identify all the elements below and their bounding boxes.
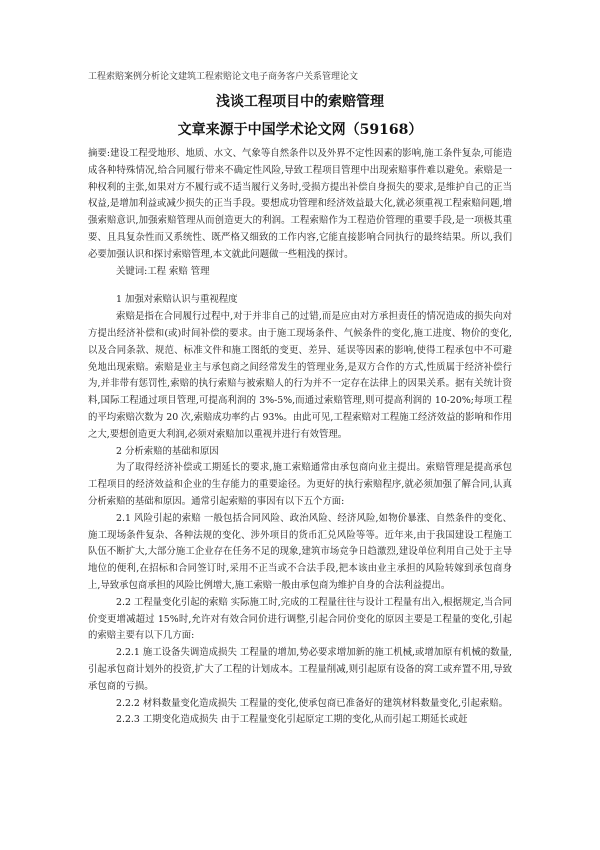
section-2-heading: 2 分析索赔的基础和原因 [116,445,219,457]
section-1-body: 索赔是指在合同履行过程中,对于并非自己的过错,而是应由对方承担责任的情况造成的损失向对方提出经济补偿和(或)时间补偿的要求。由于施工现场条件、气候条件的变化,施工进度、物价的变化,以及合同条款、规范、标准文件和施工图纸的变更、差异、延误等因素的影响,使得工程承包中不可避免地出现索赔。索赔是业主与承包商之间经常发生的管理业务,是双方合作的方式,性质属于经济补偿行为,并非带有惩罚性,索赔的执行索赔与被索赔人的行为并不一定存在法律上的因果关系。据有关统计资料,国际工程通过项目管理,可提高利润的 3%-5%,而通过索赔管理,则可提高利润的 10-20%;每项工程的平均索赔次数为 20 次,索赔成功率约占 93%。由此可见,工程索赔对工程施工经济效益的影响和作用之大,要想创造更大利润,必须对索赔加以重视并进行有效管理。 [88,311,512,440]
keywords: 关键词:工程 索赔 管理 [116,265,210,277]
header-line: 工程索赔案例分析论文建筑工程索赔论文电子商务客户关系管理论文 [88,72,359,82]
section-2-2-3: 2.2.3 工期变化造成损失 由于工程量变化引起原定工期的变化,从而引起工期延长或赶 [116,714,468,726]
section-2-1: 2.1 风险引起的索赔 一般包括合同风险、政治风险、经济风险,如物价暴涨、自然条件的变化、施工现场条件复杂、各种法规的变化、涉外项目的货币汇兑风险等等。近年来,由于我国建设工程施工队伍不断扩大,大部分施工企业存在任务不足的现象,建筑市场竞争日趋激烈,建设单位利用自己处于主导地位的便利,在招标和合同签订时,采用不正当或不合法手段,把本该由业主承担的风险转嫁到承包商身上,导致承包商承担的风险比例增大,施工索赔一般由承包商为维护自身的合法利益提出。 [88,512,512,591]
abstract: 摘要:建设工程受地形、地质、水文、气象等自然条件以及外界不定性因素的影响,施工条件复杂,可能造成各种特殊情况,给合同履行带来不确定性风险,导致工程项目管理中出现索赔事件难以避免。索赔是一种权利的主张,如果对方不履行或不适当履行义务时,受损方提出补偿自身损失的要求,是维护自己的正当权益,是增加利益或减少损失的正当手段。要想成功管理和经济效益最大化,就必须重视工程索赔问题,增强索赔意识,加强索赔管理从而创造更大的利润。工程索赔作为工程造价管理的重要手段,是一项极其重要、且具复杂性而又系统性、既严格又细致的工作内容,它能直接影响合同执行的最终结果。所以,我们必要加强认识和探讨索赔管理,本文就此问题做一些粗浅的探讨。 [88,148,512,260]
section-2-2: 2.2 工程量变化引起的索赔 实际施工时,完成的工程量往往与设计工程量有出入,根据规定,当合同价变更增减超过 15%时,允许对有效合同价进行调整,引起合同价变化的原因主要是工程量的变化,引起的索赔主要有以下几方面: [88,596,512,642]
page-title: 浅谈工程项目中的索赔管理 [216,94,384,110]
section-1-heading: 1 加强对索赔认识与重视程度 [116,294,238,306]
document-page [88,70,512,729]
page-subtitle: 文章来源于中国学术论文网（59168） [177,122,423,138]
section-2-2-2: 2.2.2 材料数量变化造成损失 工程量的变化,使承包商已准备好的建筑材料数量变化,引起索赔。 [116,697,509,709]
section-2-2-1: 2.2.1 施工设备失调造成损失 工程量的增加,势必要求增加新的施工机械,或增加原有机械的数量,引起承包商计划外的投资,扩大了工程的计划成本。工程量削减,则引起原有设备的窝工或弃置不用,导致承包商的亏损。 [88,647,512,692]
section-2-body: 为了取得经济补偿或工期延长的要求,施工索赔通常由承包商向业主提出。索赔管理是提高承包工程项目的经济效益和企业的生存能力的重要途径。为更好的执行索赔程序,就必须加强了解合同,认真分析索赔的基础和原因。通常引起索赔的事因有以下五个方面: [88,462,512,507]
